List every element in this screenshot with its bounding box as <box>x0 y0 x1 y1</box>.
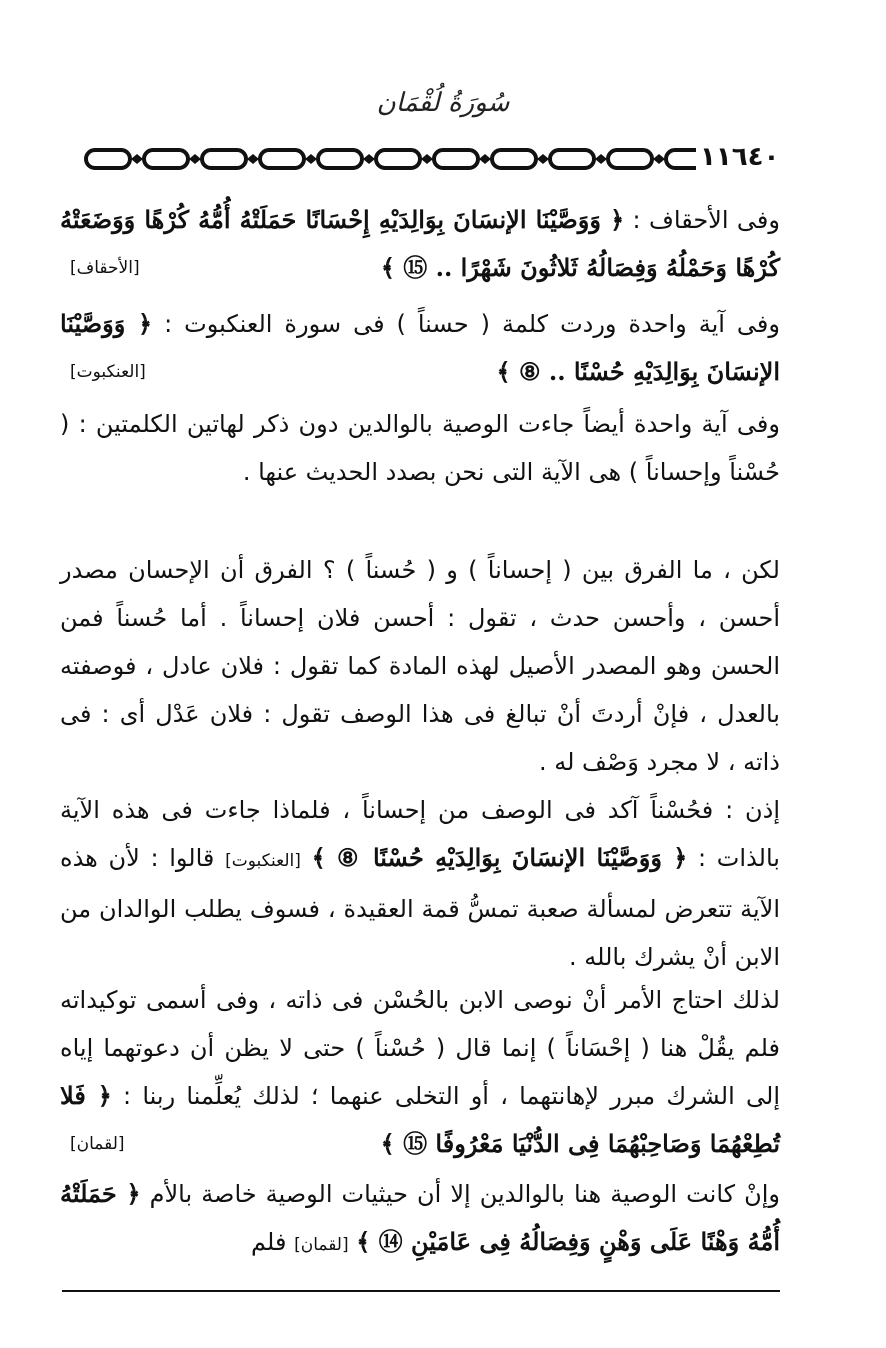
quran-quote: ﴿ وَوَصَّيْنَا الإنسَانَ بِوَالِدَيْهِ حُسْنًا ⑧ ﴾ <box>311 843 688 872</box>
ornament-diamond <box>363 154 375 164</box>
footer-rule <box>62 1290 780 1292</box>
ornament-diamond <box>131 154 143 164</box>
surah-reference: [لقمان] <box>294 1235 349 1255</box>
ornament-oval <box>550 150 594 168</box>
paragraph-text: إذن : فحُسْناً آكد فى الوصف من إحساناً ، فلماذا جاءت فى هذه الآية بالذات : <box>60 796 780 872</box>
ornament-chain <box>80 146 734 172</box>
paragraph-text: فلم <box>251 1228 287 1256</box>
surah-reference: [العنكبوت] <box>70 362 146 382</box>
ornament-oval <box>608 150 652 168</box>
ornament-diamond <box>189 154 201 164</box>
quran-quote: ﴿ حَمَلَتْهُ أُمُّهُ وَهْنًا عَلَى وَهْنٍ وَفِصَالُهُ فِى عَامَيْنِ ⑭ ﴾ <box>60 1179 780 1256</box>
paragraph-ankabut <box>60 300 780 396</box>
surah-reference: [العنكبوت] <box>225 851 301 871</box>
paragraph-difference <box>60 546 780 786</box>
ornament-oval <box>318 150 362 168</box>
paragraph-text: قالوا : لأن هذه الآية تتعرض لمسألة صعبة تمسُّ قمة العقيدة ، فسوف يطلب الوالدان من الابن أنْ يشرك بالله . <box>60 844 780 971</box>
quran-quote: ﴿ فَلا تُطِعْهُمَا وَصَاحِبْهُمَا فِى الدُّنْيَا مَعْرُوفًا ⑮ ﴾ <box>60 1081 780 1158</box>
surah-reference: [الأحقاف] <box>70 258 140 278</box>
surah-title: سُورَةُ لُقْمَان <box>376 88 510 118</box>
surah-reference: [لقمان] <box>70 1134 125 1154</box>
ornament-diamond <box>247 154 259 164</box>
quran-quote: ﴿ وَوَصَّيْنَا الإنسَانَ بِوَالِدَيْهِ إِحْسَانًا حَمَلَتْهُ أُمُّهُ كُرْهًا وَوَضَعَتْهُ كُرْهًا وَحَمْلُهُ وَفِصَالُهُ ثَلاثُونَ شَهْرًا .. ⑮ ﴾ <box>60 205 780 282</box>
ornament-oval <box>376 150 420 168</box>
ornament-oval <box>260 150 304 168</box>
page-number: ١١٦٤٠ <box>696 140 820 174</box>
ornament-oval <box>86 150 130 168</box>
paragraph-text: وفى آية واحدة أيضاً جاءت الوصية بالوالدين دون ذكر لهاتين الكلمتين : ( حُسْناً وإحساناً ) هى الآية التى نحن بصدد الحديث عنها . <box>60 410 780 486</box>
quran-quote: ﴿ وَوَصَّيْنَا الإنسَانَ بِوَالِدَيْهِ حُسْنًا .. ⑧ ﴾ <box>60 309 780 386</box>
header-ornament-band <box>40 146 810 172</box>
paragraph-text: وفى الأحقاف : <box>632 206 780 234</box>
ornament-diamond <box>479 154 491 164</box>
ornament-diamond <box>421 154 433 164</box>
paragraph-emphasis <box>60 786 780 981</box>
ornament-oval <box>434 150 478 168</box>
ornament-diamond <box>653 154 665 164</box>
paragraph-mother <box>60 1170 780 1269</box>
paragraph-ahqaf <box>60 196 780 292</box>
ornament-diamond <box>537 154 549 164</box>
ornament-oval <box>202 150 246 168</box>
paragraph-text: لكن ، ما الفرق بين ( إحساناً ) و ( حُسناً ) ؟ الفرق أن الإحسان مصدر أحسن ، وأحسن حدث ، تقول : أحسن فلان إحساناً . أما حُسناً فمن الحسن وهو المصدر الأصيل لهذه المادة كما تقول : فلان عادل ، فوصفته بالعدل ، فإنْ أردتَ أنْ تبالغ فى هذا الوصف تقول : فلان عَدْل أى : فى ذاته ، لا مجرد وَصْف له . <box>60 556 780 776</box>
ornament-diamond <box>595 154 607 164</box>
paragraph-text: وإنْ كانت الوصية هنا بالوالدين إلا أن حيثيات الوصية خاصة بالأم <box>149 1180 780 1208</box>
paragraph-third <box>60 400 780 496</box>
paragraph-therefore <box>60 976 780 1168</box>
paragraph-text: وفى آية واحدة وردت كلمة ( حسناً ) فى سورة العنكبوت : <box>164 310 780 338</box>
paragraph-text: لذلك احتاج الأمر أنْ نوصى الابن بالحُسْن فى ذاته ، وفى أسمى توكيداته فلم يقُلْ هنا ( إحْسَاناً ) إنما قال ( حُسْناً ) حتى لا يظن أن دعوتهما إياه إلى الشرك مبرر لإهانتهما ، أو التخلى عنهما ؛ لذلك يُعلِّمنا ربنا : <box>60 986 780 1110</box>
ornament-diamond <box>305 154 317 164</box>
ornament-oval <box>492 150 536 168</box>
ornament-oval <box>144 150 188 168</box>
